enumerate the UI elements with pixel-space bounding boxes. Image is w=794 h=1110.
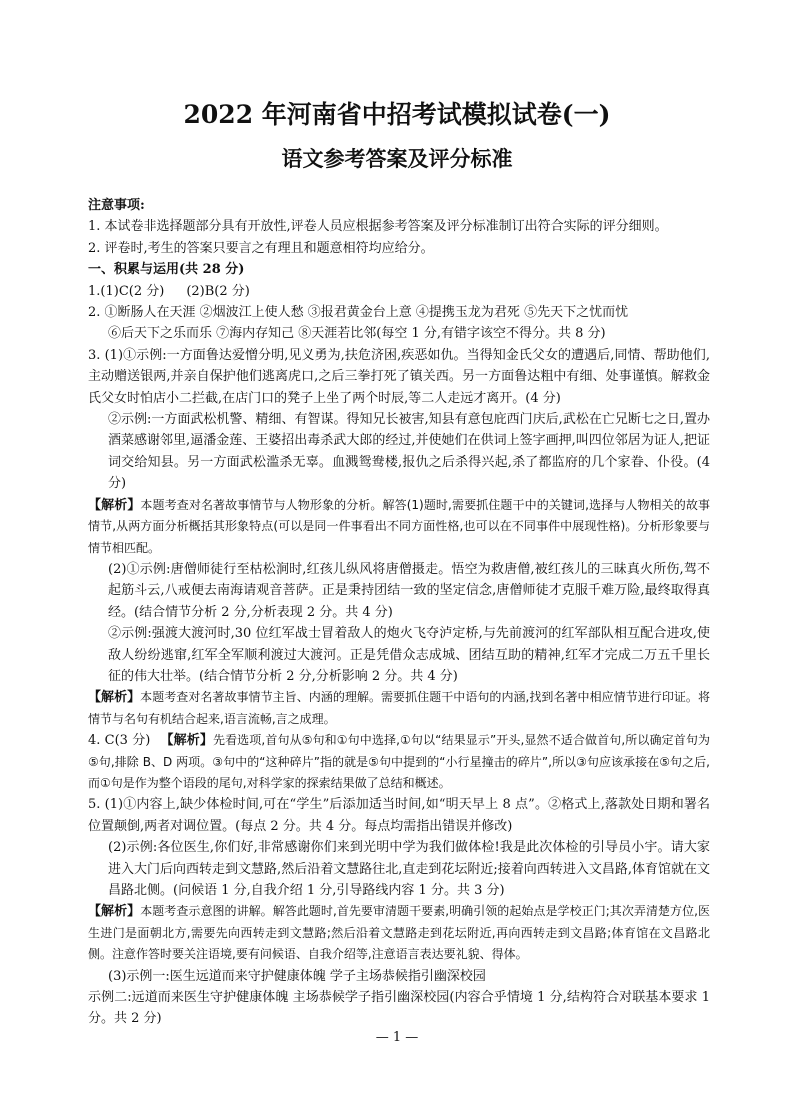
question-4 [88,730,710,794]
analysis-text: 本题考查对名著故事情节主旨、内涵的理解。需要抓住题干中语句的内涵,找到名著中相应情节进行印证。将情节与名句有机结合起来,语言流畅,言之成理。 [88,690,710,726]
note-item: 2. 评卷时,考生的答案只要言之有理且和题意相符均应给分。 [88,240,434,256]
page-number: — 1 — [375,1030,419,1045]
notes-heading: 注意事项: [88,198,145,213]
page-title: 2022 年河南省中招考试模拟试卷(一) [183,100,611,129]
question-5-part-2: (2)示例:各位医生,你们好,非常感谢你们来到光明中学为我们做体检!我是此次体检的引导员小宇。请大家进入大门后向西转走到文慧路,然后沿着文慧路往北,直走到花坛附近;接着向西转进入文昌路,体育馆就在文昌路北侧。(问候语 1 分,自我介绍 1 分,引导路线内容 1 分。共 3 分) [108,840,710,898]
analysis-text: 本题考查示意图的讲解。解答此题时,首先要审清题干要素,明确引领的起始点是学校正门;其次弄清楚方位,医生进门是面朝北方,需要先向西转走到文慧路;然后沿着文慧路走到花坛附近,再向西转走到文昌路;体育馆在文昌路北侧。注意作答时要关注语境,要有问候语、自我介绍等,注意语言表达要礼貌、得体。 [88,904,710,962]
section-heading: 一、积累与运用(共 28 分) [88,262,245,278]
question-2-line-1: 2. ①断肠人在天涯 ②烟波江上使人愁 ③报君黄金台上意 ④提携玉龙为君死 ⑤先天下之忧而忧 [88,305,629,321]
analysis-block [88,495,710,559]
question-5-part-1: 5. (1)①内容上,缺少体检时间,可在“学生”后添加适当时间,如“明天早上 8 点”。②格式上,落款处日期和署名位置颠倒,两者对调位置。(每点 2 分。共 4 分。每点均需指出错误并修改) [88,797,710,834]
analysis-tag: 【解析】 [88,497,141,513]
analysis-tag: 【解析】 [88,904,141,920]
q1-part-b: (2)B(2 分) [186,283,250,299]
question-3-part-2-answer-1: (2)①示例:唐僧师徒行至枯松涧时,红孩儿纵风将唐僧摄走。悟空为救唐僧,被红孩儿的三昧真火所伤,驾不起筋斗云,八戒便去南海请观音菩萨。正是秉持团结一致的坚定信念,唐僧师徒才克服千难万险,最终取得真经。(结合情节分析 2 分,分析表现 2 分。共 4 分) [108,561,710,620]
analysis-text: 先看选项,首句从⑤句和①句中选择,①句以“结果显示”开头,显然不适合做首句,所以确定首句为⑤句,排除 B、D 两项。③句中的“这种碎片”指的就是⑤句中提到的“小行星撞击的碎片”,所以③句应该承接在⑤句之后,而①句是作为整个语段的尾句,对科学家的探索结果做了总结和概述。 [88,733,710,790]
q4-answer: 4. C(3 分) [88,733,151,749]
q1-part-a: 1.(1)C(2 分) [88,283,165,299]
analysis-tag: 【解析】 [88,690,141,706]
page-subtitle: 语文参考答案及评分标准 [281,146,513,171]
question-2-line-2: ⑥后天下之乐而乐 ⑦海内存知己 ⑧天涯若比邻(每空 1 分,有错字该空不得分。共 8 分) [108,326,606,342]
question-5-part-3-example-2: 示例二:远道而来医生守护健康体魄 主场恭候学子指引幽深校园(内容合乎情境 1 分,结构符合对联基本要求 1 分。共 2 分) [88,990,710,1027]
note-item: 1. 本试卷非选择题部分具有开放性,评卷人员应根据参考答案及评分标准制订出符合实际的评分细则。 [88,219,668,235]
question-1 [88,281,710,302]
analysis-text: 本题考查对名著故事情节与人物形象的分析。解答(1)题时,需要抓住题干中的关键词,选择与人物相关的故事情节,从两方面分析概括其形象特点(可以是同一件事看出不同方面性格,也可以在不同事件中展现性格)。分析形象要与情节相匹配。 [88,497,710,555]
document-body [88,195,710,1030]
analysis-tag: 【解析】 [160,733,213,749]
analysis-block [88,687,710,730]
question-3-part-1-answer-2: ②示例:一方面武松机警、精细、有智谋。得知兄长被害,知县有意包庇西门庆后,武松在亡兄断七之日,置办酒菜感谢邻里,逼潘金莲、王婆招出毒杀武大郎的经过,并使她们在供词上签字画押,叫四位邻居为证人,把证词交给知县。另一方面武松滥杀无辜。血溅鸳鸯楼,报仇之后杀得兴起,杀了都监府的几个家眷、仆役。(4 分) [108,412,710,492]
question-5-part-3-example-1: (3)示例一:医生远道而来守护健康体魄 学子主场恭候指引幽深校园 [108,968,486,984]
analysis-block [88,901,710,965]
question-3-part-2-answer-2: ②示例:强渡大渡河时,30 位红军战士冒着敌人的炮火飞夺泸定桥,与先前渡河的红军部队相互配合进攻,使敌人纷纷逃窜,红军全军顺利渡过大渡河。正是凭借众志成城、团结互助的精神,红军才完成二万五千里长征的伟大壮举。(结合情节分析 2 分,分析影响 2 分。共 4 分) [108,626,710,684]
question-3-part-1-answer-1: 3. (1)①示例:一方面鲁达爱憎分明,见义勇为,扶危济困,疾恶如仇。当得知金氏父女的遭遇后,同情、帮助他们,主动赠送银两,并亲自保护他们逃离虎口,之后三拳打死了镇关西。另一方面鲁达粗中有细、处事谨慎。解救金氏父女时怕店小二拦截,在店门口的凳子上坐了两个时辰,等二人走远才离开。(4 分) [88,347,710,406]
